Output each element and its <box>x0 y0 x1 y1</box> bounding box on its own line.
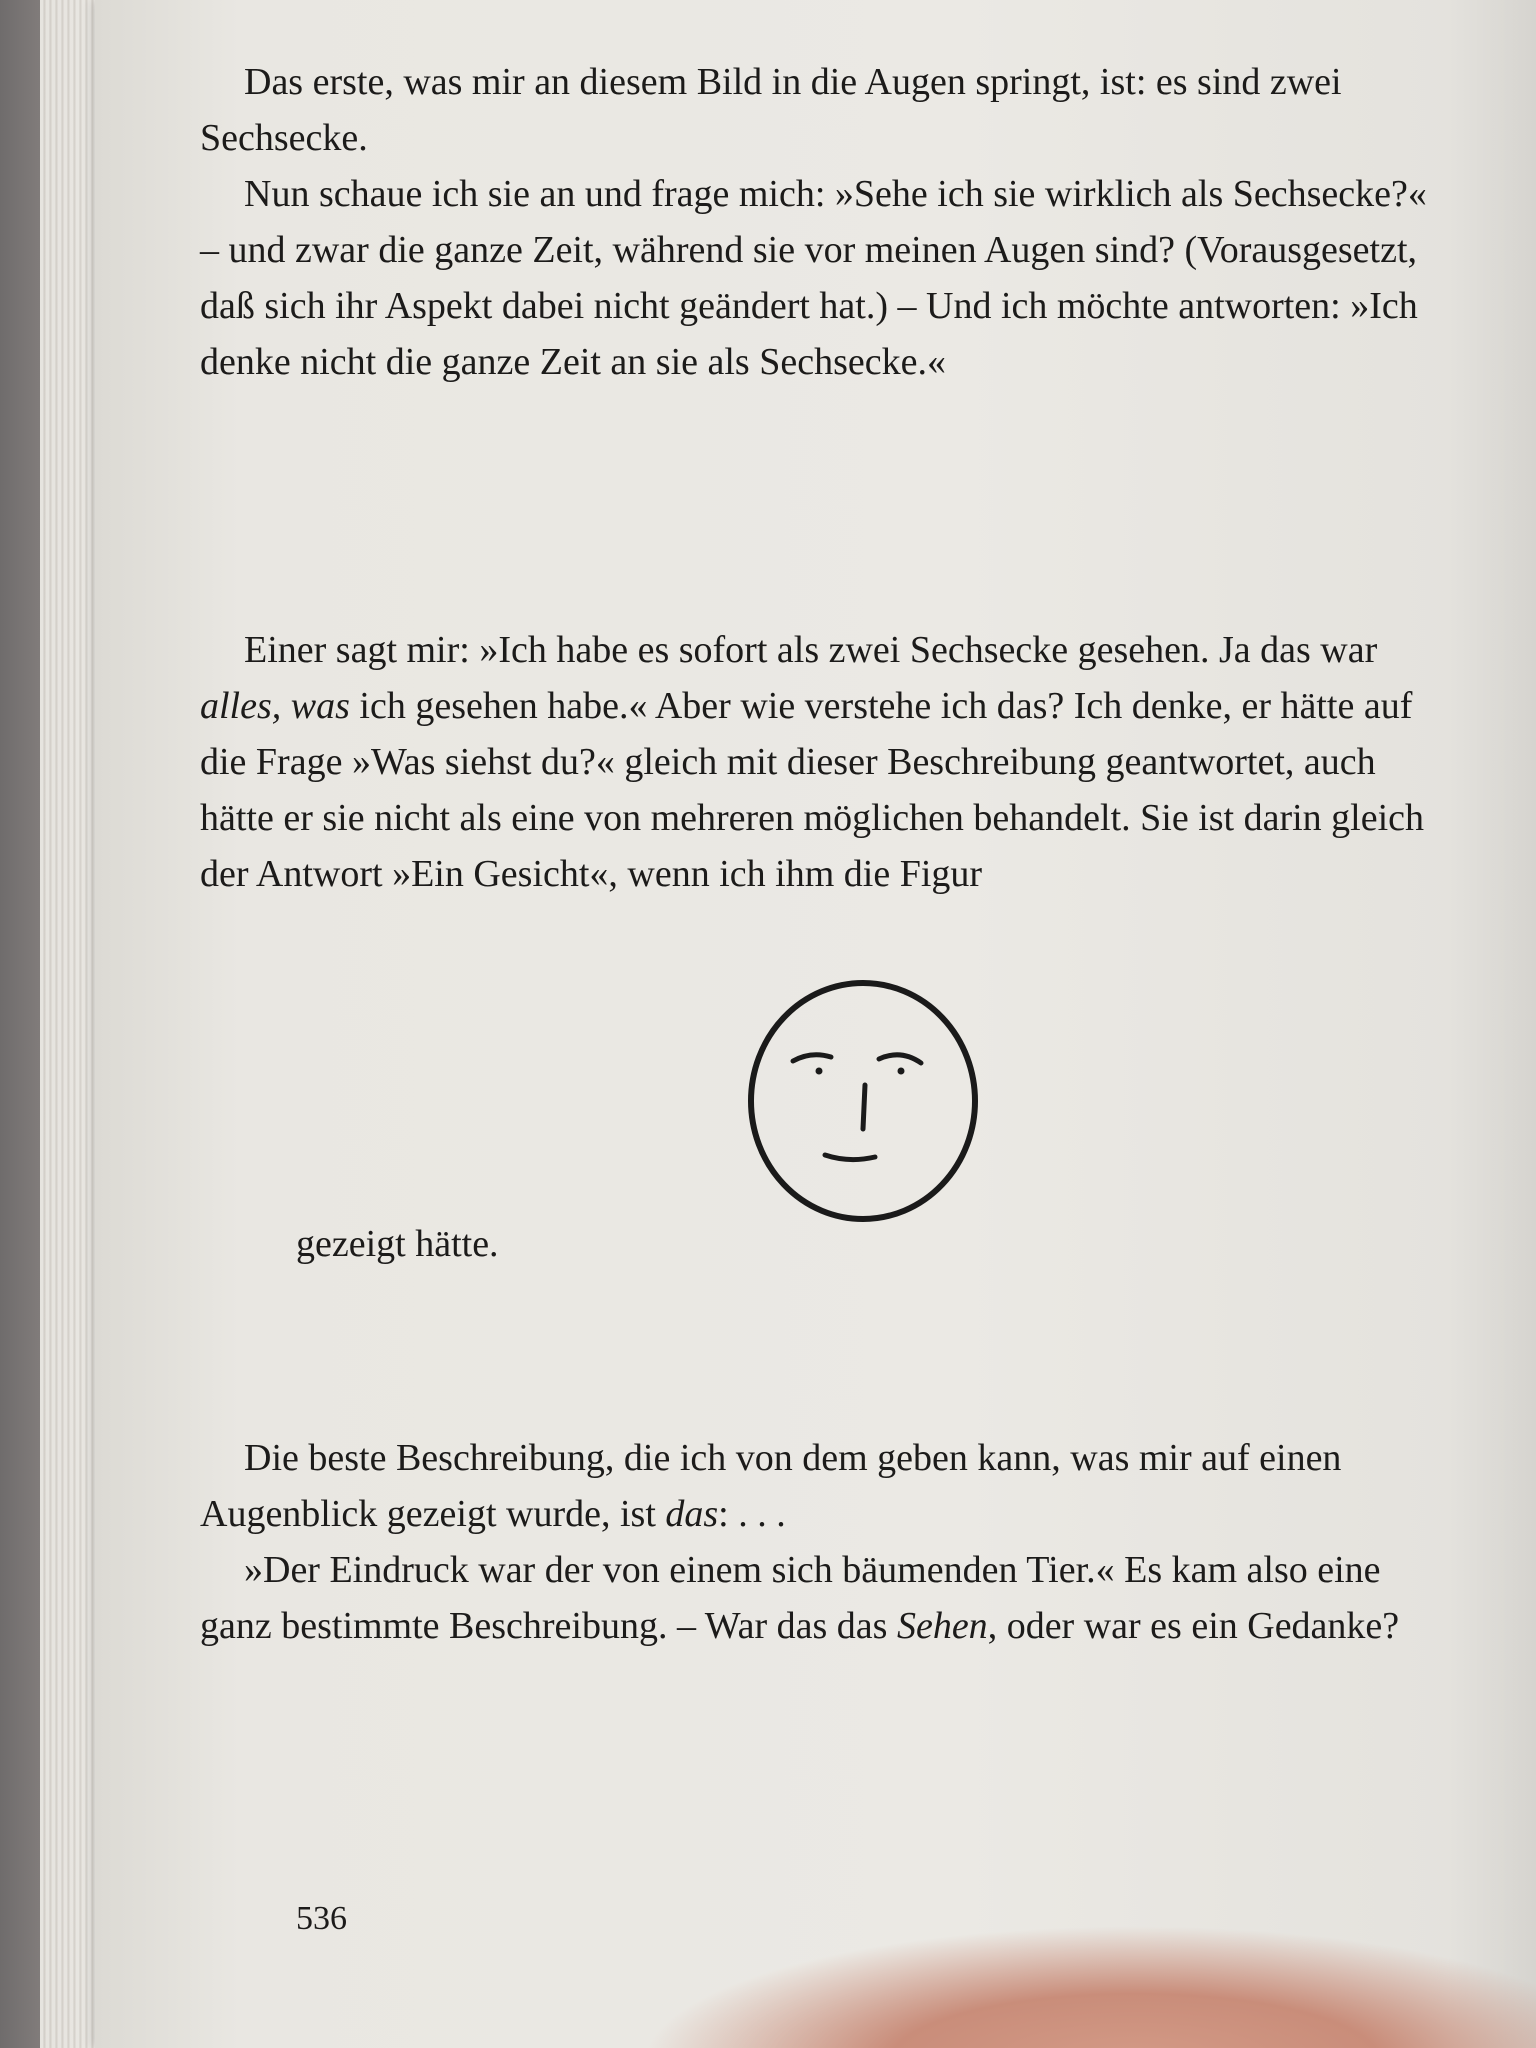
paragraph-5 <box>200 1542 1448 1654</box>
paragraph-4 <box>200 1430 1448 1542</box>
paragraph-5-italic: Sehen <box>896 1605 988 1647</box>
text-block-middle <box>200 622 1448 902</box>
paragraph-3-b: ich gesehen habe.« Aber wie verstehe ich das? Ich denke, er hätte auf die Frage »Was siehst du?« gleich mit dieser Beschreibung geantwortet, auch hätte er sie nicht als eine von mehreren möglichen behandelt. Sie ist darin gleich der Antwort »Ein Gesicht«, wenn ich ihm die Figur <box>200 685 1425 895</box>
face-svg <box>745 975 985 1225</box>
paragraph-1: Das erste, was mir an diesem Bild in die Augen springt, ist: es sind zwei Sechsecke. <box>200 61 1342 159</box>
paragraph-3 <box>200 622 1448 902</box>
paragraph-3-italic: alles, was <box>200 685 350 727</box>
paragraph-4-a: Die beste Beschreibung, die ich von dem geben kann, was mir auf einen Augenblick gezeigt wurde, ist <box>200 1437 1342 1535</box>
figure-caption: gezeigt hätte. <box>296 1223 499 1265</box>
paragraph-4-italic: das <box>665 1493 719 1535</box>
face-drawing-icon <box>745 975 985 1225</box>
page-shadow <box>1446 0 1536 2048</box>
text-block-top <box>200 54 1448 390</box>
paragraph-5-a: »Der Eindruck war der von einem sich bäumenden Tier.« Es kam also eine ganz bestimmte Beschreibung. – War das das <box>200 1549 1381 1647</box>
paragraph-5-end: , oder war es ein Gedanke? <box>987 1605 1400 1647</box>
paragraph-3-a: Einer sagt mir: »Ich habe es sofort als zwei Sechsecke gesehen. Ja das war <box>244 629 1378 671</box>
paragraph-4-end: : . . . <box>718 1493 786 1535</box>
thumb <box>640 1925 1536 2048</box>
paragraph-2: Nun schaue ich sie an und frage mich: »Sehe ich sie wirklich als Sechsecke?« – und zwar die ganze Zeit, während sie vor meinen Augen sind? (Vorausgesetzt, daß sich ihr Aspekt dabei nicht geändert hat.) – Und ich möchte antworten: »Ich denke nicht die ganze Zeit an sie als Sechsecke.« <box>200 173 1427 383</box>
page-number: 536 <box>296 1900 347 1937</box>
text-block-bottom <box>200 1430 1448 1654</box>
